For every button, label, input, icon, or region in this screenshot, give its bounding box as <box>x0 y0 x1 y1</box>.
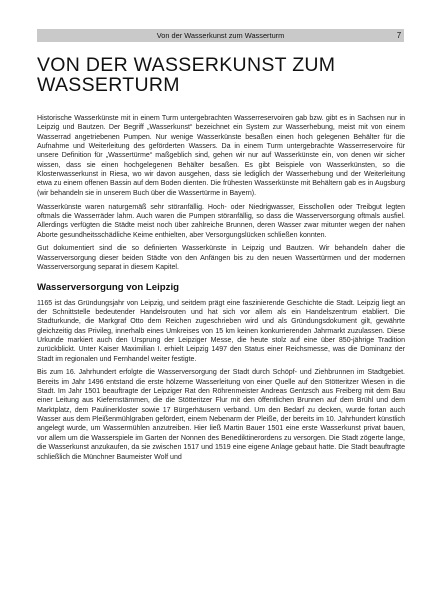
section-paragraph-2: Bis zum 16. Jahrhundert erfolgte die Wasserversorgung der Stadt durch Schöpf- und Ziehbrunnen im Stadtgebiet. Bereits im Jahr 1496 entstand die erste hölzerne Wasserleitung von einer Quelle auf den Stötteritzer Wiesen in die Stadt. Im Jahr 1501 beauftragte der Leipziger Rat den Röhrenmeister Andreas Gentzsch aus Freiberg mit dem Bau einer Leitung aus Kiefernstämmen, die die Stötteritzer Flur mit den öffentlichen Brunnen auf dem Brühl und dem Marktplatz, dem Paulinerkloster sowie 17 Bürgerhäusern verband. Um den Bedarf zu decken, wurde fortan auch Wasser aus dem Pleißenmühlgraben gefördert, einem Nebenarm der Pleiße, der bereits im 10. Jahrhundert künstlich angelegt wurde, um Wassermühlen anzutreiben. Hier ließ Martin Bauer 1501 eine erste Wasserkunst privat bauen, vor allem um die Wasserspiele im Garten der Nonnen des Benediktinerordens zu versorgen. Die Stadt zögerte lange, die Wasserkunst anzukaufen, da sie zwischen 1517 und 1519 eine eigene Anlage gebaut hatte. Die Stadt beauftragte schließlich die Münchner Baumeister Wolf und <box>37 369 405 461</box>
intro-paragraph-3: Gut dokumentiert sind die so definierten Wasserkünste in Leipzig und Bautzen. Wir behandeln daher die Wasserversorgung dieser beiden Städte von den Anfängen bis zu den neuen Wassertürmen und der modernen Wasserversorgung separat in diesem Kapitel. <box>37 245 405 272</box>
page-number: 7 <box>396 31 402 40</box>
intro-paragraph-2: Wasserkünste waren naturgemäß sehr störanfällig. Hoch- oder Niedrigwasser, Eisschollen oder Treibgut legten oftmals die Wasserräder lahm. Auch waren die Pumpen störanfällig, so dass die Wasserversorgung oftmals ausfiel. Allerdings verfügten die Städte meist noch über zahlreiche Brunnen, deren Wasser zwar mitunter wegen der nahen Aborte gesundheitsschädliche Keime enthielten, aber Versorgungslücken schließen konnten. <box>37 203 405 239</box>
running-header-bar <box>37 29 404 42</box>
intro-paragraph-1: Historische Wasserkünste mit in einem Turm untergebrachten Wasserreservoiren gab bzw. gibt es in Sachsen nur in Leipzig und Bautzen. Der Begriff „Wasserkunst“ bezeichnet ein System zur Wasserhebung, meist mit von einem Wasserrad angetriebenen Pumpen. Nur wenige Wasserkünste besaßen einen hoch gelegenen Behälter für die Aufnahme und Weiterleitung des geförderten Wassers. Da in einem Turm untergebrachte Wasserreservoire für unsere Definition für „Wassertürme“ maßgeblich sind, gehen wir nur auf Wasserkünste ein, von denen wir sicher wissen, dass sie einen hochgelegenen Behälter besaßen. Es gibt Beispiele von Wasserkünsten, so die Klosterwasserkunst in Riesa, wo wir davon ausgehen, dass sie lediglich der Wasserhebung und der Weiterleitung etwa zu einem offenen Bassin auf dem Boden dienten. Die frühesten Wasserkünste mit Behältern gab es in Augsburg (wir behandeln sie in unserem Buch über die Wassertürme in Bayern). <box>37 115 405 197</box>
section-paragraph-1: 1165 ist das Gründungsjahr von Leipzig, und seitdem prägt eine faszinierende Geschichte die Stadt. Leipzig liegt an der Schnittstelle bedeutender Handelsrouten und hat sich vor allem als ein Handelszentrum etabliert. Die Stadturkunde, die Markgraf Otto dem Reichen zugeschrieben wird und als Gründungsdokument gilt, gewährte gleichzeitig das Privileg, innerhalb eines Umkreises von 15 km keinen konkurrierenden Jahrmarkt zuzulassen. Diese Urkunde markiert auch den Ursprung der Leipziger Messe, die heute stolz auf eine über 850-jährige Tradition zurückblickt. Unter Kaiser Maximilian I. erhielt Leipzig 1497 den Status einer Reichsmesse, was die Dominanz der Stadt im regionalen und Fernhandel weiter festigte. <box>37 299 405 363</box>
running-head: Von der Wasserkunst zum Wasserturm <box>156 31 285 40</box>
page-body <box>37 114 405 466</box>
chapter-title: VON DER WASSERKUNST ZUM WASSERTURM <box>37 54 336 96</box>
section-heading: Wasserversorgung von Leipzig <box>37 281 179 293</box>
